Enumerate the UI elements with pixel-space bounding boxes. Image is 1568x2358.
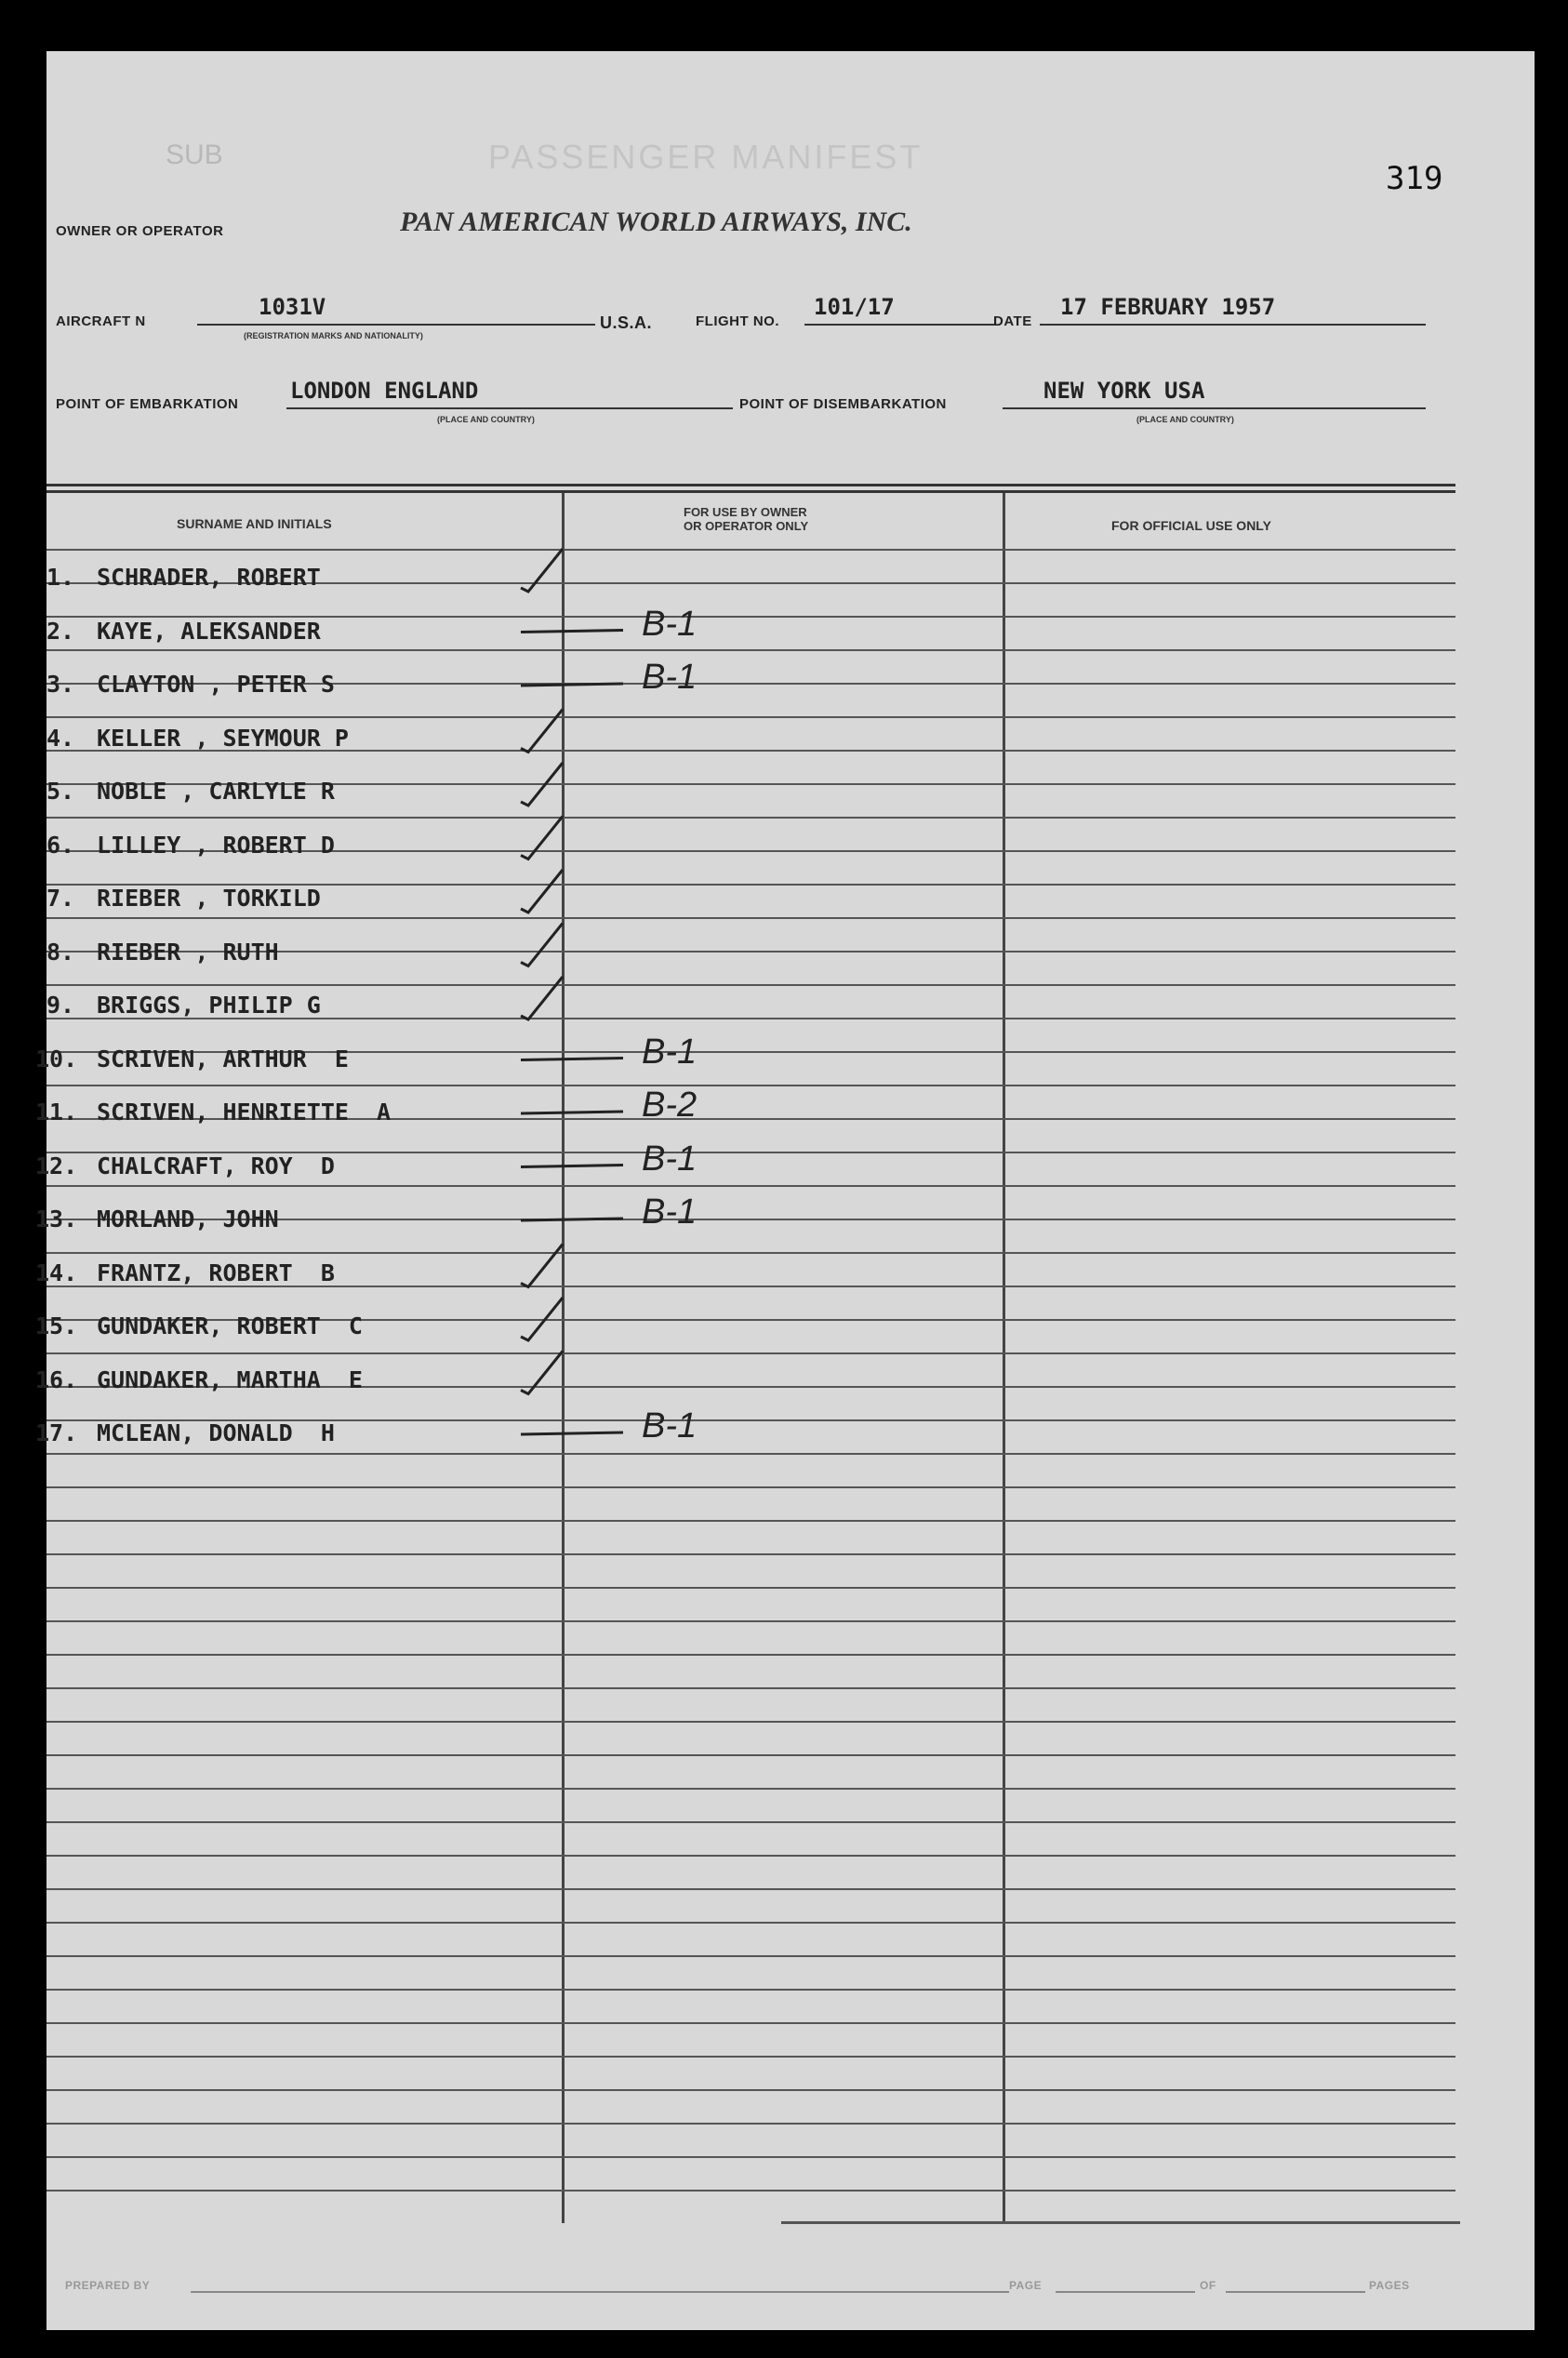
- note-dash: [521, 1166, 623, 1167]
- of-label: OF: [1200, 2279, 1216, 2292]
- passenger-number: 12.: [35, 1152, 78, 1179]
- aircraft-sub: (REGISTRATION MARKS AND NATIONALITY): [244, 331, 423, 340]
- check-mark: [521, 977, 563, 1019]
- note-dash: [521, 684, 623, 686]
- date-value: 17 FEBRUARY 1957: [1060, 294, 1276, 320]
- prepared-label: PREPARED BY: [65, 2279, 151, 2292]
- note-dash: [521, 631, 623, 633]
- passenger-number: 17.: [35, 1419, 78, 1446]
- aircraft-label: AIRCRAFT N: [56, 313, 146, 329]
- col-surname: SURNAME AND INITIALS: [177, 516, 332, 531]
- note-dash: [521, 1059, 623, 1060]
- note-dash: [521, 1112, 623, 1113]
- passenger-number: 3.: [47, 671, 75, 698]
- note-dash: [521, 1219, 623, 1220]
- passenger-number: 11.: [35, 1099, 78, 1126]
- flight-value: 101/17: [814, 294, 895, 320]
- flight-label: FLIGHT NO.: [696, 313, 779, 329]
- owner-label: OWNER OR OPERATOR: [56, 223, 224, 239]
- embark-label: POINT OF EMBARKATION: [56, 396, 239, 412]
- form-code: SUB: [166, 140, 223, 170]
- check-mark: [521, 1298, 563, 1340]
- owner-value: PAN AMERICAN WORLD AIRWAYS, INC.: [400, 206, 912, 237]
- passenger-name: CHALCRAFT, ROY D: [97, 1152, 335, 1179]
- disembark-sub: (PLACE AND COUNTRY): [1136, 415, 1234, 424]
- operator-note: B-1: [642, 604, 698, 644]
- passenger-name: KELLER , SEYMOUR P: [97, 724, 349, 752]
- check-mark: [521, 710, 563, 753]
- passenger-name: NOBLE , CARLYLE R: [97, 778, 335, 805]
- passenger-name: KAYE, ALEKSANDER: [97, 617, 321, 645]
- check-mark: [521, 817, 563, 859]
- passenger-number: 15.: [35, 1312, 78, 1339]
- page-number: 319: [1386, 160, 1443, 197]
- operator-note: B-1: [642, 658, 698, 697]
- passenger-name: GUNDAKER, MARTHA E: [97, 1366, 363, 1393]
- passenger-name: SCHRADER, ROBERT: [97, 564, 321, 591]
- passenger-name: RIEBER , TORKILD: [97, 885, 321, 912]
- disembark-label: POINT OF DISEMBARKATION: [739, 396, 947, 412]
- passenger-number: 7.: [47, 885, 75, 912]
- operator-note: B-2: [642, 1086, 698, 1125]
- col-owner-use-1: FOR USE BY OWNER: [684, 505, 807, 519]
- check-mark: [521, 1245, 563, 1287]
- passenger-number: 1.: [47, 564, 75, 591]
- passenger-name: FRANTZ, ROBERT B: [97, 1259, 335, 1286]
- aircraft-value: 1031V: [259, 294, 326, 320]
- passenger-number: 16.: [35, 1366, 78, 1393]
- passenger-number: 14.: [35, 1259, 78, 1286]
- check-mark: [521, 1352, 563, 1394]
- passenger-number: 2.: [47, 617, 75, 645]
- note-dash: [521, 1432, 623, 1434]
- passenger-number: 6.: [47, 831, 75, 859]
- passenger-name: SCRIVEN, ARTHUR E: [97, 1045, 349, 1072]
- pages-label: PAGES: [1369, 2279, 1410, 2292]
- date-label: DATE: [993, 313, 1032, 329]
- operator-note: B-1: [642, 1406, 698, 1445]
- passenger-name: SCRIVEN, HENRIETTE A: [97, 1099, 392, 1126]
- passenger-number: 8.: [47, 938, 75, 966]
- passenger-number: 4.: [47, 724, 75, 752]
- check-mark: [521, 870, 563, 913]
- passenger-name: LILLEY , ROBERT D: [97, 831, 335, 859]
- passenger-name: MORLAND, JOHN: [97, 1206, 279, 1232]
- passenger-name: GUNDAKER, ROBERT C: [97, 1312, 363, 1339]
- page-underline: [1056, 2291, 1195, 2293]
- passenger-name: CLAYTON , PETER S: [97, 671, 335, 698]
- operator-note: B-1: [642, 1139, 698, 1179]
- usa-label: U.S.A.: [600, 313, 653, 332]
- embark-sub: (PLACE AND COUNTRY): [437, 415, 535, 424]
- check-mark: [521, 924, 563, 966]
- col-official: FOR OFFICIAL USE ONLY: [1111, 518, 1271, 533]
- check-mark: [521, 763, 563, 806]
- embark-value: LONDON ENGLAND: [290, 378, 479, 404]
- check-mark: [521, 549, 563, 592]
- disembark-value: NEW YORK USA: [1043, 378, 1205, 404]
- passenger-name: RIEBER , RUTH: [97, 938, 279, 966]
- passenger-number: 10.: [35, 1045, 78, 1072]
- passenger-name: BRIGGS, PHILIP G: [97, 992, 321, 1019]
- operator-note: B-1: [642, 1032, 698, 1072]
- operator-note: B-1: [642, 1192, 698, 1232]
- page-label: PAGE: [1009, 2279, 1043, 2292]
- passenger-number: 13.: [35, 1206, 78, 1232]
- passenger-name: MCLEAN, DONALD H: [97, 1419, 335, 1446]
- col-owner-use-2: OR OPERATOR ONLY: [684, 519, 809, 533]
- of-underline: [1226, 2291, 1365, 2293]
- footer-rule: [781, 2221, 1460, 2224]
- passenger-number: 5.: [47, 778, 75, 805]
- passenger-number: 9.: [47, 992, 75, 1019]
- form-title: PASSENGER MANIFEST: [488, 138, 924, 176]
- prepared-underline: [191, 2291, 1009, 2293]
